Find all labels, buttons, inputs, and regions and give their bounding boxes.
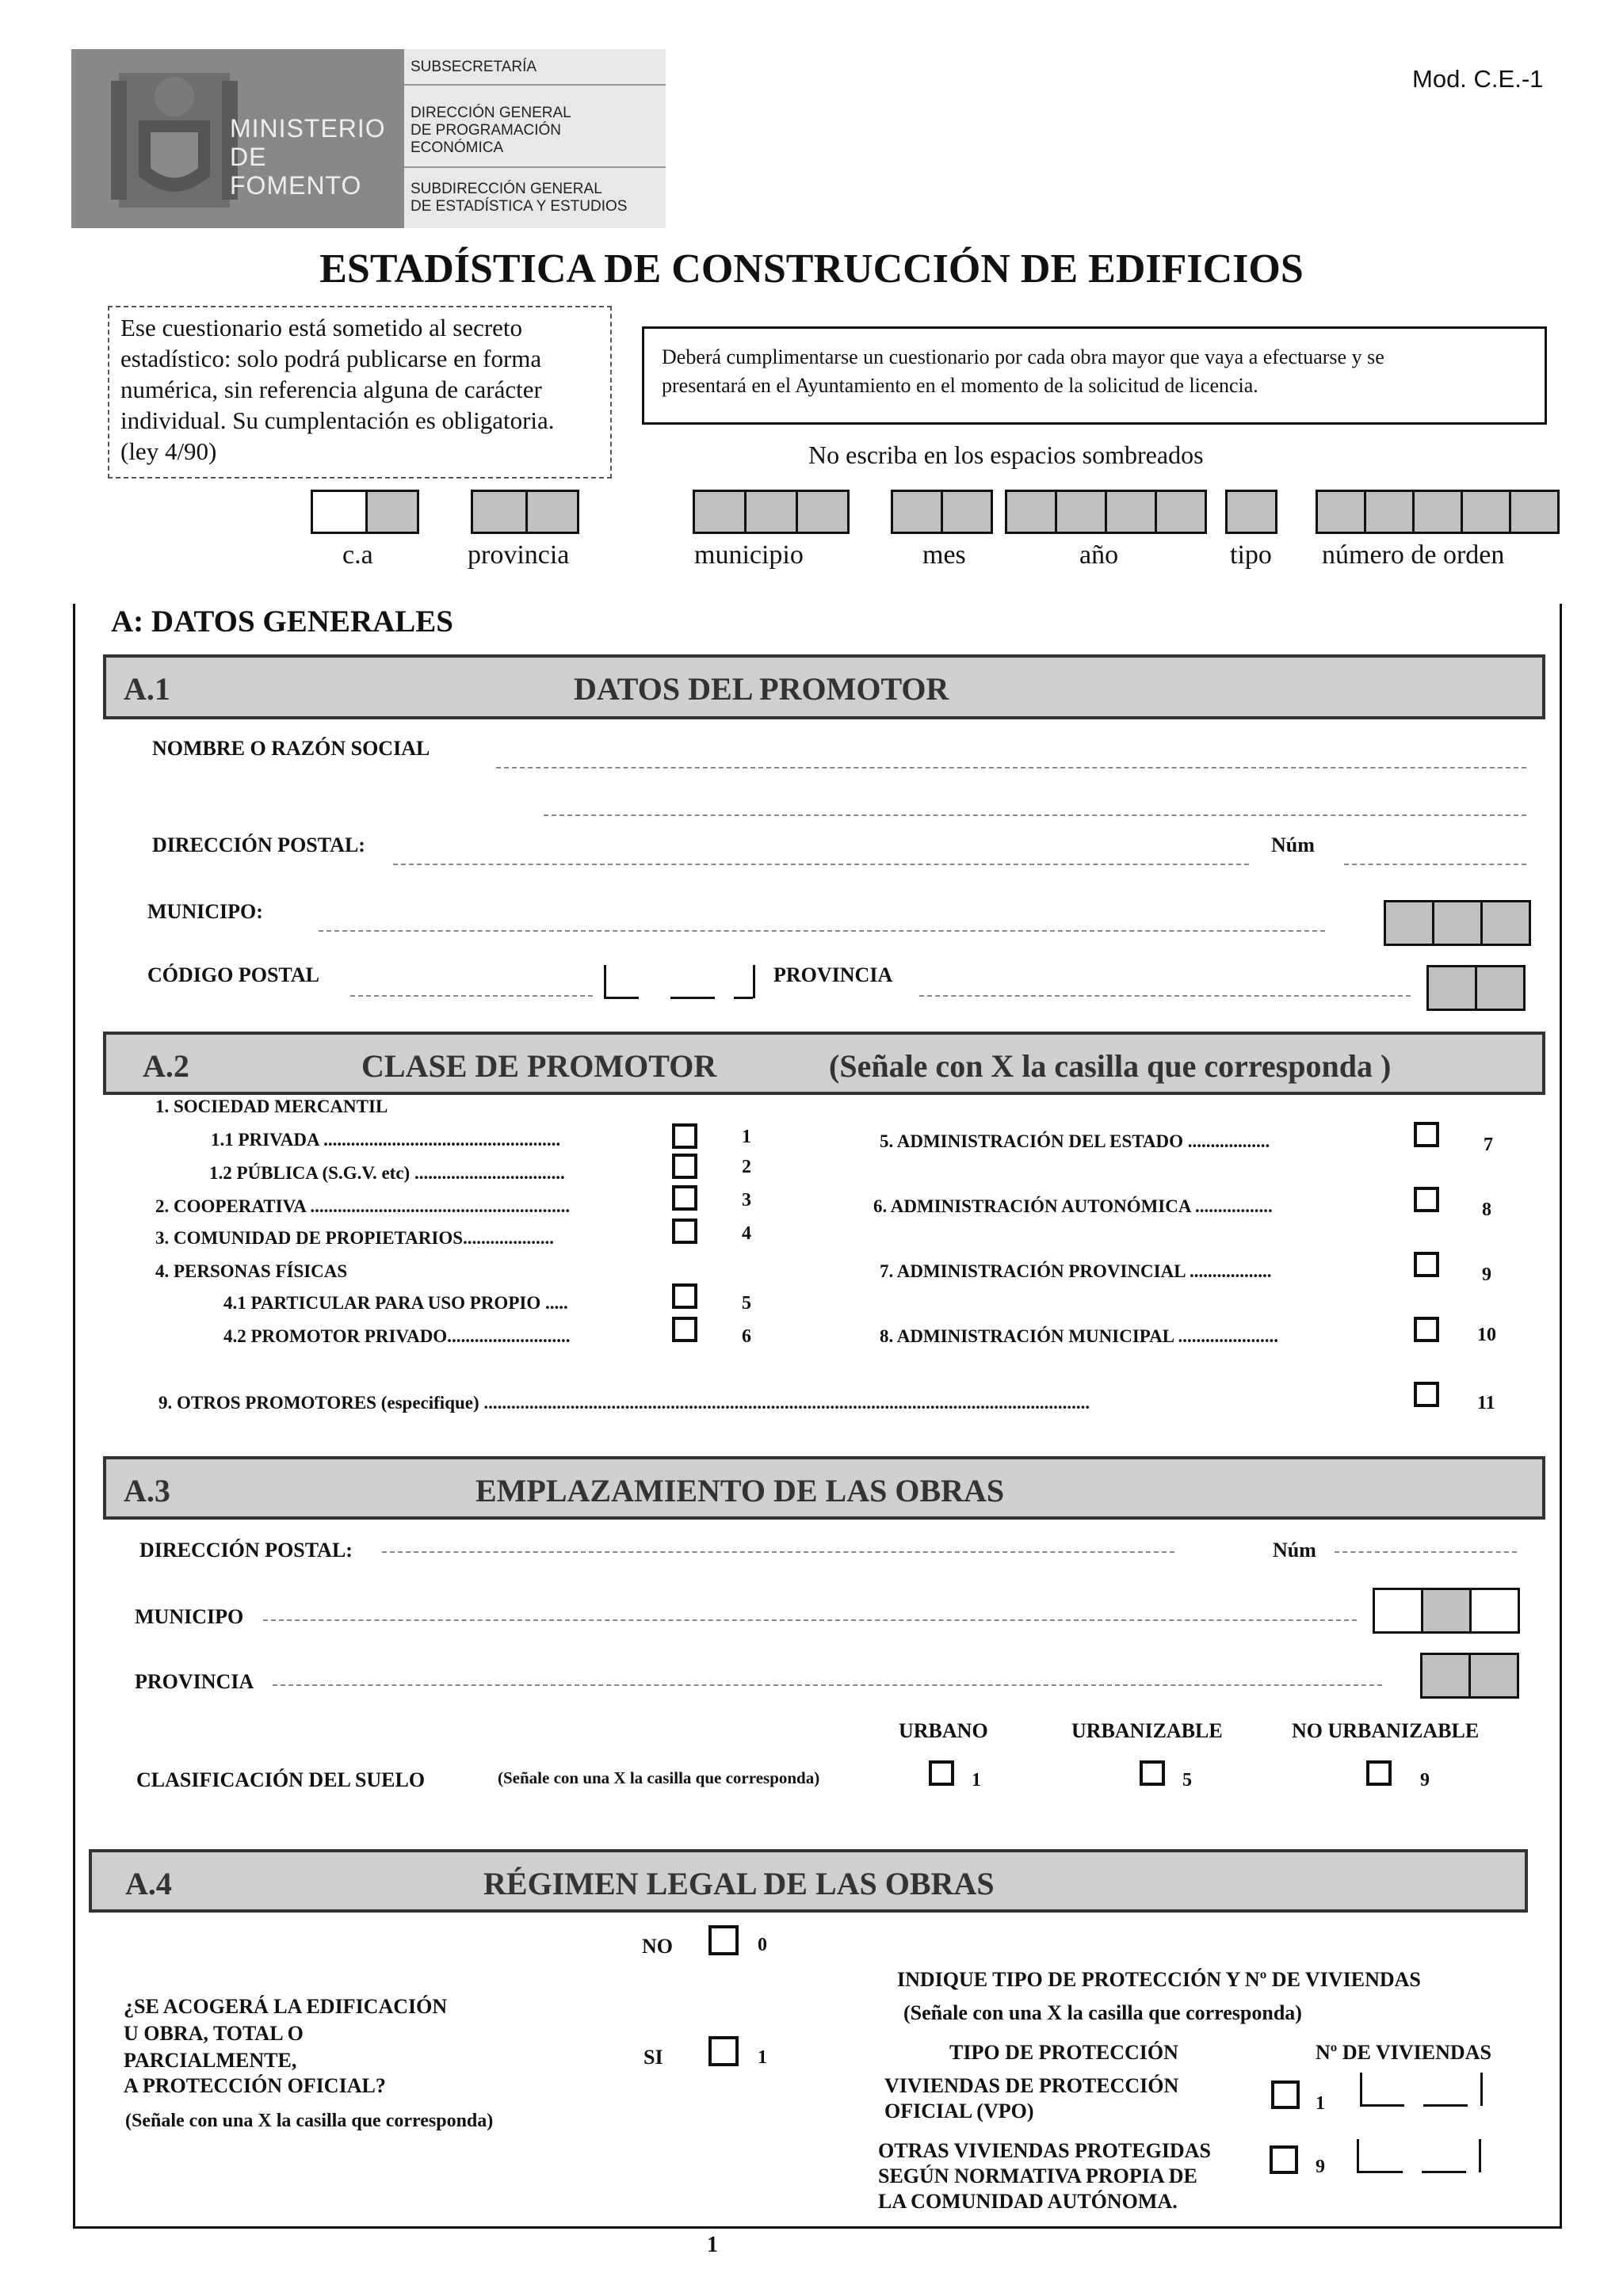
promoter-type-checkbox[interactable] [672,1123,697,1149]
page-title: ESTADÍSTICA DE CONSTRUCCIÓN DE EDIFICIOS [319,246,1304,292]
site-num-input[interactable] [1335,1551,1517,1553]
promoter-type-checkbox[interactable] [1414,1317,1439,1342]
soil-urbanizable-code: 5 [1182,1770,1192,1791]
vpo-label-line: OFICIAL (VPO) [884,2100,1034,2122]
site-address-label: DIRECCIÓN POSTAL: [139,1539,353,1562]
vpo-label-line: VIVIENDAS DE PROTECCIÓN [884,2074,1179,2097]
promoter-name-label: NOMBRE O RAZÓN SOCIAL [152,737,430,760]
promoter-type-code: 5 [742,1293,751,1314]
site-address-input[interactable] [382,1551,1174,1553]
frame-right-border [1560,604,1562,2228]
vpo-count-bracket-right [1480,2073,1483,2106]
promoter-num-label: Núm [1271,833,1315,856]
promoter-type-other-checkbox[interactable] [1414,1382,1439,1407]
page-number: 1 [707,2233,718,2257]
site-provincia-code[interactable] [1420,1653,1517,1699]
protection-type-hint: (Señale con una X la casilla que corresponda) [903,2001,1302,2024]
promoter-type-code: 4 [742,1223,751,1244]
shaded-areas-note: No escriba en los espacios sombreados [808,441,1204,469]
other-protected-label-line: SEGÚN NORMATIVA PROPIA DE [878,2164,1197,2187]
site-num-label: Núm [1273,1539,1316,1562]
promoter-type-code: 6 [742,1326,751,1347]
code-label-mes: mes [922,540,966,570]
numero-orden-code-field[interactable] [1316,490,1557,534]
protection-question-line: ¿SE ACOGERÁ LA EDIFICACIÓN [124,1995,448,2018]
ministry-name-line2: DE FOMENTO [230,143,362,200]
soil-classification-label: CLASIFICACIÓN DEL SUELO [136,1768,426,1791]
code-label-tipo: tipo [1230,540,1272,570]
promoter-cp-dashed [350,995,593,997]
a1-title: DATOS DEL PROMOTOR [574,671,949,707]
promoter-type-other-label: 9. OTROS PROMOTORES (especifique) ..................................................................................................................................... [158,1393,1090,1413]
ministry-logo-block [71,49,666,228]
promoter-provincia-label: PROVINCIA [773,963,893,986]
soil-no-urbanizable-checkbox[interactable] [1366,1760,1392,1786]
promoter-type-checkbox[interactable] [1414,1122,1439,1147]
vpo-checkbox[interactable] [1271,2081,1300,2109]
secret-notice-line: Ese cuestionario está sometido al secreto [120,314,523,341]
promoter-type-code: 11 [1477,1393,1495,1413]
promoter-name-input-line2[interactable] [544,814,1526,816]
promoter-num-input[interactable] [1344,864,1526,865]
subdireccion-line1: SUBDIRECCIÓN GENERAL [411,181,602,197]
protection-no-checkbox[interactable] [708,1925,739,1955]
a4-header-bar [89,1849,1528,1913]
promoter-cp-label: CÓDIGO POSTAL [147,963,319,986]
promoter-type-code: 10 [1477,1325,1496,1345]
promoter-type-code: 1 [742,1127,751,1147]
protection-type-title: INDIQUE TIPO DE PROTECCIÓN Y Nº DE VIVIENDAS [897,1968,1421,1991]
a4-id: A.4 [125,1866,172,1901]
promoter-type-option-label: 5. ADMINISTRACIÓN DEL ESTADO .................. [880,1131,1270,1151]
protection-type-header: TIPO DE PROTECCIÓN [949,2041,1178,2064]
tipo-code-field[interactable] [1225,490,1275,534]
promoter-name-input-line1[interactable] [496,767,1526,769]
cp-box-line[interactable] [670,997,715,999]
vpo-count-bracket-left [1360,2073,1362,2106]
promoter-municipio-input[interactable] [319,930,1325,932]
promoter-type-option-label: 3. COMUNIDAD DE PROPIETARIOS.................... [155,1228,555,1248]
promoter-type-checkbox[interactable] [1414,1252,1439,1277]
secret-notice-line: (ley 4/90) [120,437,217,465]
site-provincia-input[interactable] [273,1684,1382,1686]
promoter-type-option-label: 4.1 PARTICULAR PARA USO PROPIO ..... [223,1293,568,1313]
promoter-type-checkbox[interactable] [672,1283,697,1309]
promoter-type-option-label: 1.2 PÚBLICA (S.G.V. etc) ................................. [209,1163,565,1183]
promoter-type-checkbox[interactable] [1414,1187,1439,1212]
housing-count-header: Nº DE VIVIENDAS [1316,2041,1491,2064]
direccion-line2: DE PROGRAMACIÓN [411,122,562,139]
protection-si-checkbox[interactable] [708,2036,739,2066]
instruction-line: presentará en el Ayuntamiento en el momento de la solicitud de licencia. [662,374,1258,397]
frame-left-border [73,604,75,2228]
promoter-type-code: 2 [742,1157,751,1177]
protection-question-line: U OBRA, TOTAL O [124,2022,304,2045]
ca-code-field[interactable] [311,490,417,534]
vpo-count-input[interactable] [1423,2104,1468,2107]
other-count-input[interactable] [1422,2171,1466,2173]
protection-si-code: 1 [758,2047,767,2068]
protection-no-label: NO [642,1935,673,1958]
code-label-numero-orden: número de orden [1322,540,1505,570]
instruction-box [642,326,1547,425]
direccion-line3: ECONÓMICA [411,139,504,156]
cp-bracket-left [604,965,606,998]
ministry-name-line1: MINISTERIO [230,114,386,143]
section-a-title: A: DATOS GENERALES [111,605,453,639]
other-protected-checkbox[interactable] [1270,2145,1298,2174]
a3-title: EMPLAZAMIENTO DE LAS OBRAS [475,1473,1005,1508]
subdireccion-line2: DE ESTADÍSTICA Y ESTUDIOS [411,198,628,215]
vpo-code: 1 [1316,2093,1325,2114]
code-label-ano: año [1079,540,1119,570]
a4-title: RÉGIMEN LEGAL DE LAS OBRAS [483,1866,995,1901]
promoter-type-code: 9 [1482,1264,1491,1285]
soil-classification-hint: (Señale con una X la casilla que corresponda) [498,1768,820,1787]
secret-notice-line: numérica, sin referencia alguna de carácter [120,376,542,403]
other-count-bracket-right [1479,2139,1481,2172]
promoter-address-label: DIRECCIÓN POSTAL: [152,833,365,856]
promoter-municipio-code[interactable] [1384,900,1529,946]
coat-of-arms-icon [103,65,246,215]
site-municipio-code[interactable] [1373,1588,1518,1634]
cp-box-line[interactable] [604,997,639,999]
vpo-count-input[interactable] [1360,2104,1404,2107]
organization-panel [404,49,666,228]
promoter-type-group-label: 1. SOCIEDAD MERCANTIL [155,1097,388,1116]
soil-urbano-code: 1 [972,1770,981,1791]
instruction-line: Deberá cumplimentarse un cuestionario por cada obra mayor que vaya a efectuarse y se [662,345,1384,368]
protection-question-line: A PROTECCIÓN OFICIAL? [124,2074,386,2097]
cp-box-line[interactable] [734,997,753,999]
frame-bottom-border [73,2226,1562,2229]
subsecretaria-label: SUBSECRETARÍA [411,59,537,75]
other-count-input[interactable] [1357,2171,1403,2173]
a2-header-bar [103,1032,1545,1095]
protection-no-code: 0 [758,1935,767,1955]
promoter-municipio-label: MUNICIPO: [147,900,263,923]
secret-notice-box [108,306,612,479]
model-code: Mod. C.E.-1 [1412,65,1544,93]
ano-code-field[interactable] [1005,490,1205,534]
promoter-type-option-label: 4.2 PROMOTOR PRIVADO........................... [223,1326,571,1346]
soil-option-urbano-label: URBANO [899,1719,988,1742]
promoter-address-input[interactable] [393,864,1249,865]
provincia-code-field[interactable] [471,490,577,534]
promoter-type-checkbox[interactable] [672,1317,697,1342]
a2-id: A.2 [143,1048,189,1084]
mes-code-field[interactable] [891,490,991,534]
coat-of-arms-panel [71,49,404,228]
secret-notice-line: estadístico: solo podrá publicarse en forma [120,345,542,372]
promoter-provincia-input[interactable] [919,995,1411,997]
promoter-type-code: 8 [1482,1199,1491,1220]
protection-question-line: PARCIALMENTE, [124,2049,297,2072]
protection-question-hint: (Señale con una X la casilla que corresponda) [125,2111,494,2131]
cp-bracket-right [753,965,755,998]
soil-option-urbanizable-label: URBANIZABLE [1071,1719,1223,1742]
a1-header-bar [103,654,1545,719]
site-municipio-label: MUNICIPO [135,1605,244,1628]
promoter-type-option-label: 1.1 PRIVADA .................................................... [211,1130,561,1150]
a3-header-bar [103,1456,1545,1520]
a2-hint: (Señale con X la casilla que corresponda ) [829,1048,1392,1084]
other-count-bracket-left [1357,2139,1359,2172]
promoter-type-group-label: 4. PERSONAS FÍSICAS [155,1261,348,1281]
municipio-code-field[interactable] [693,490,847,534]
code-label-provincia: provincia [468,540,570,570]
promoter-provincia-code[interactable] [1426,965,1523,1011]
soil-option-no-urbanizable-label: NO URBANIZABLE [1292,1719,1480,1742]
other-protected-label-line: LA COMUNIDAD AUTÓNOMA. [878,2190,1178,2213]
promoter-type-checkbox[interactable] [672,1154,697,1179]
promoter-type-option-label: 6. ADMINISTRACIÓN AUTONÓMICA ................. [873,1196,1273,1216]
other-protected-label-line: OTRAS VIVIENDAS PROTEGIDAS [878,2139,1211,2162]
code-label-ca: c.a [342,540,373,570]
promoter-type-option-label: 8. ADMINISTRACIÓN MUNICIPAL ...................... [880,1326,1279,1346]
other-protected-code: 9 [1316,2157,1325,2177]
site-provincia-label: PROVINCIA [135,1670,254,1693]
soil-urbanizable-checkbox[interactable] [1140,1760,1165,1786]
soil-no-urbanizable-code: 9 [1420,1770,1430,1791]
a3-id: A.3 [124,1473,170,1508]
a1-id: A.1 [124,671,170,707]
a2-title: CLASE DE PROMOTOR [361,1048,717,1084]
promoter-type-checkbox[interactable] [672,1219,697,1244]
direccion-line1: DIRECCIÓN GENERAL [411,105,571,121]
promoter-type-option-label: 7. ADMINISTRACIÓN PROVINCIAL .................. [880,1261,1272,1281]
promoter-type-code: 3 [742,1190,751,1211]
soil-urbano-checkbox[interactable] [929,1760,954,1786]
promoter-type-code: 7 [1484,1135,1493,1155]
promoter-type-option-label: 2. COOPERATIVA ......................................................... [155,1196,571,1216]
secret-notice-line: individual. Su cumplentación es obligatoria. [120,406,555,434]
promoter-type-checkbox[interactable] [672,1185,697,1211]
protection-si-label: SI [643,2046,663,2069]
code-label-municipio: municipio [694,540,804,570]
site-municipio-input[interactable] [263,1619,1357,1621]
